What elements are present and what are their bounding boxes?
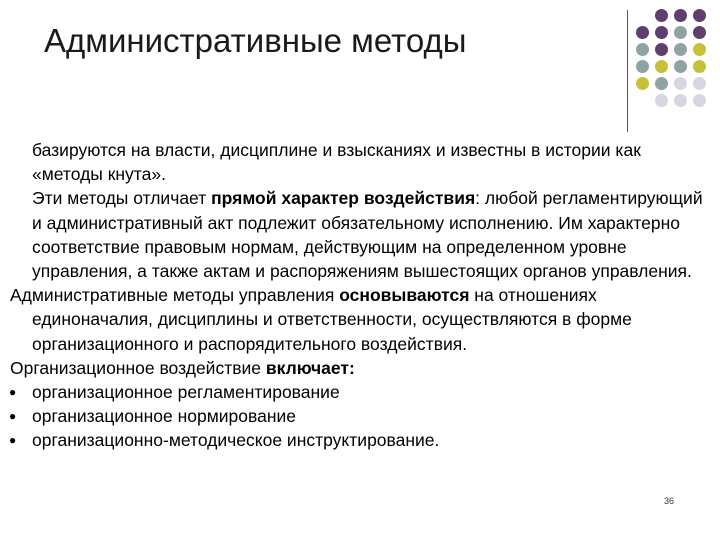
decorative-dot <box>655 43 668 56</box>
list-item-text: организационное регламентирование <box>32 382 340 403</box>
title-divider <box>627 10 628 132</box>
paragraph-basis-text: базируются на власти, дисциплине и взысканиях и известны в истории как «методы кнута». <box>32 140 641 185</box>
para3-text-start: Административные методы управления <box>10 285 340 306</box>
para3-bold-word: основываются <box>339 285 470 306</box>
decorative-dot <box>693 43 706 56</box>
decorative-dot <box>636 43 649 56</box>
paragraph-includes <box>10 356 714 380</box>
paragraph-foundations <box>10 283 714 356</box>
bullet-icon: ● <box>9 433 17 448</box>
decorative-dot <box>674 94 687 107</box>
decorative-dot <box>674 77 687 90</box>
para4-text-start: Организационное воздействие <box>10 357 266 378</box>
decorative-dot <box>674 26 687 39</box>
paragraph-basis <box>10 138 714 186</box>
para4-bold-word: включает: <box>265 357 355 378</box>
bullet-icon: ● <box>9 409 17 424</box>
list-item <box>10 428 714 452</box>
decorative-dot-grid <box>636 9 712 121</box>
list-item-text: организационное нормирование <box>32 406 296 427</box>
slide-number: 36 <box>664 496 675 506</box>
list-item-text: организационно-методическое инструктирование. <box>32 430 440 451</box>
decorative-dot <box>655 60 668 73</box>
paragraph-characteristics <box>10 186 714 283</box>
decorative-dot <box>655 9 668 22</box>
decorative-dot <box>693 77 706 90</box>
para3-text-end: на отношениях единоначалия, дисциплины и ответственности, осуществляются в форме организационного и распорядительного воздействия. <box>32 285 632 354</box>
bullet-icon: ● <box>9 385 17 400</box>
decorative-dot <box>693 9 706 22</box>
decorative-dot <box>674 9 687 22</box>
decorative-dot <box>655 94 668 107</box>
decorative-dot <box>636 77 649 90</box>
para2-text-end: : любой регламентирующий и административный акт подлежит обязательному исполнению. Им характерно соответствие правовым нормам, действующим на определенном уровне управления, а также актам и распоряжениям вышестоящих органов управления. <box>32 188 703 282</box>
decorative-dot <box>693 26 706 39</box>
list-item <box>10 380 714 404</box>
slide-title: Административные методы <box>44 22 467 59</box>
para2-bold-phrase: прямой характер воздействия <box>211 188 476 209</box>
decorative-dot <box>693 94 706 107</box>
decorative-dot <box>674 60 687 73</box>
para2-text-start: Эти методы отличает <box>32 188 212 209</box>
decorative-dot <box>693 60 706 73</box>
list-item <box>10 404 714 428</box>
decorative-dot <box>636 60 649 73</box>
decorative-dot <box>636 26 649 39</box>
slide-body <box>10 138 714 453</box>
decorative-dot <box>655 77 668 90</box>
decorative-dot <box>674 43 687 56</box>
decorative-dot <box>655 26 668 39</box>
